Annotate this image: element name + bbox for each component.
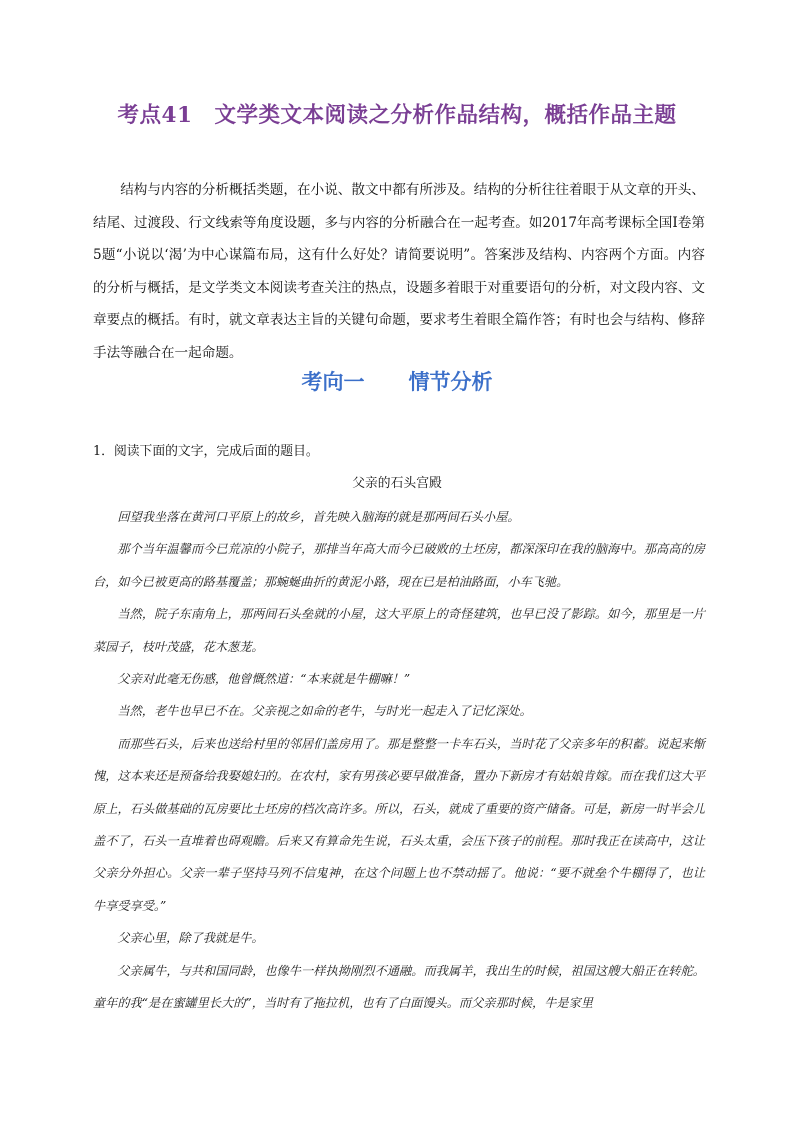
- page-title: 考点41 文学类文本阅读之分析作品结构，概括作品主题: [117, 103, 677, 128]
- passage-paragraph: 父亲心里，除了我就是牛。: [117, 931, 264, 946]
- passage-body: [93, 501, 705, 1020]
- passage-paragraph: 那个当年温馨而今已荒凉的小院子，那排当年高大而今已破败的土坯房，都深深印在我的脑海中。那高高的房台，如今已被更高的路基覆盖；那蜿蜒曲折的黄泥小路，现在已是柏油路面，小车飞驰。: [93, 542, 705, 589]
- section-heading-part1: 考向一: [301, 370, 365, 394]
- section-heading: [0, 366, 794, 396]
- passage-title: 父亲的石头宫殿: [352, 476, 442, 491]
- passage-paragraph: 回望我坐落在黄河口平原上的故乡，首先映入脑海的就是那两间石头小屋。: [117, 510, 520, 524]
- passage-paragraph: 当然，院子东南角上，那两间石头垒就的小屋，这大平原上的奇怪建筑，也早已没了影踪。如今，那里是一片菜园子，枝叶茂盛，花木葱茏。: [93, 607, 705, 654]
- intro-paragraph: 结构与内容的分析概括类题，在小说、散文中都有所涉及。结构的分析往往着眼于从文章的开头、结尾、过渡段、行文线索等角度设题，多与内容的分析融合在一起考查。如2017年高考课标全国Ⅰ卷第5题“小说以‘渴’为中心谋篇布局，这有什么好处？请简要说明”。答案涉及结构、内容两个方面。内容的分析与概括，是文学类文本阅读考查关注的热点，设题多着眼于对重要语句的分析，对文段内容、文章要点的概括。有时，就文章表达主旨的关键句命题，要求考生着眼全篇作答；有时也会与结构、修辞手法等融合在一起命题。: [93, 182, 705, 361]
- question-prompt: 1．阅读下面的文字，完成后面的题目。: [93, 444, 319, 459]
- passage-paragraph: 父亲属牛，与共和国同龄，也像牛一样执拗刚烈不通融。而我属羊，我出生的时候，祖国这艘大船正在转舵。童年的我“是在蜜罐里长大的”，当时有了拖拉机，也有了白面馒头。而父亲那时候，牛是家里: [93, 963, 705, 1011]
- passage-paragraph: 当然，老牛也早已不在。父亲视之如命的老牛，与时光一起走入了记忆深处。: [117, 704, 532, 719]
- passage-paragraph: 父亲对此毫无伤感，他曾慨然道：“本来就是牛棚嘛！”: [117, 672, 411, 687]
- passage-paragraph: 而那些石头，后来也送给村里的邻居们盖房用了。那是整整一卡车石头，当时花了父亲多年的积蓄。说起来惭愧，这本来还是预备给我娶媳妇的。在农村，家有男孩必要早做准备，置办下新房才有姑娘肯嫁。而在我们这大平原上，石头做基础的瓦房要比土坯房的档次高许多。所以，石头，就成了重要的资产储备。可是，新房一时半会儿盖不了，石头一直堆着也碍观瞻。后来又有算命先生说，石头太重，会压下孩子的前程。那时我正在读高中，这让父亲分外担心。父亲一辈子坚持马列不信鬼神，在这个问题上也不禁动摇了。他说：“要不就垒个牛棚得了，也让牛享受享受。”: [93, 736, 705, 913]
- section-heading-part2: 情节分析: [408, 370, 493, 394]
